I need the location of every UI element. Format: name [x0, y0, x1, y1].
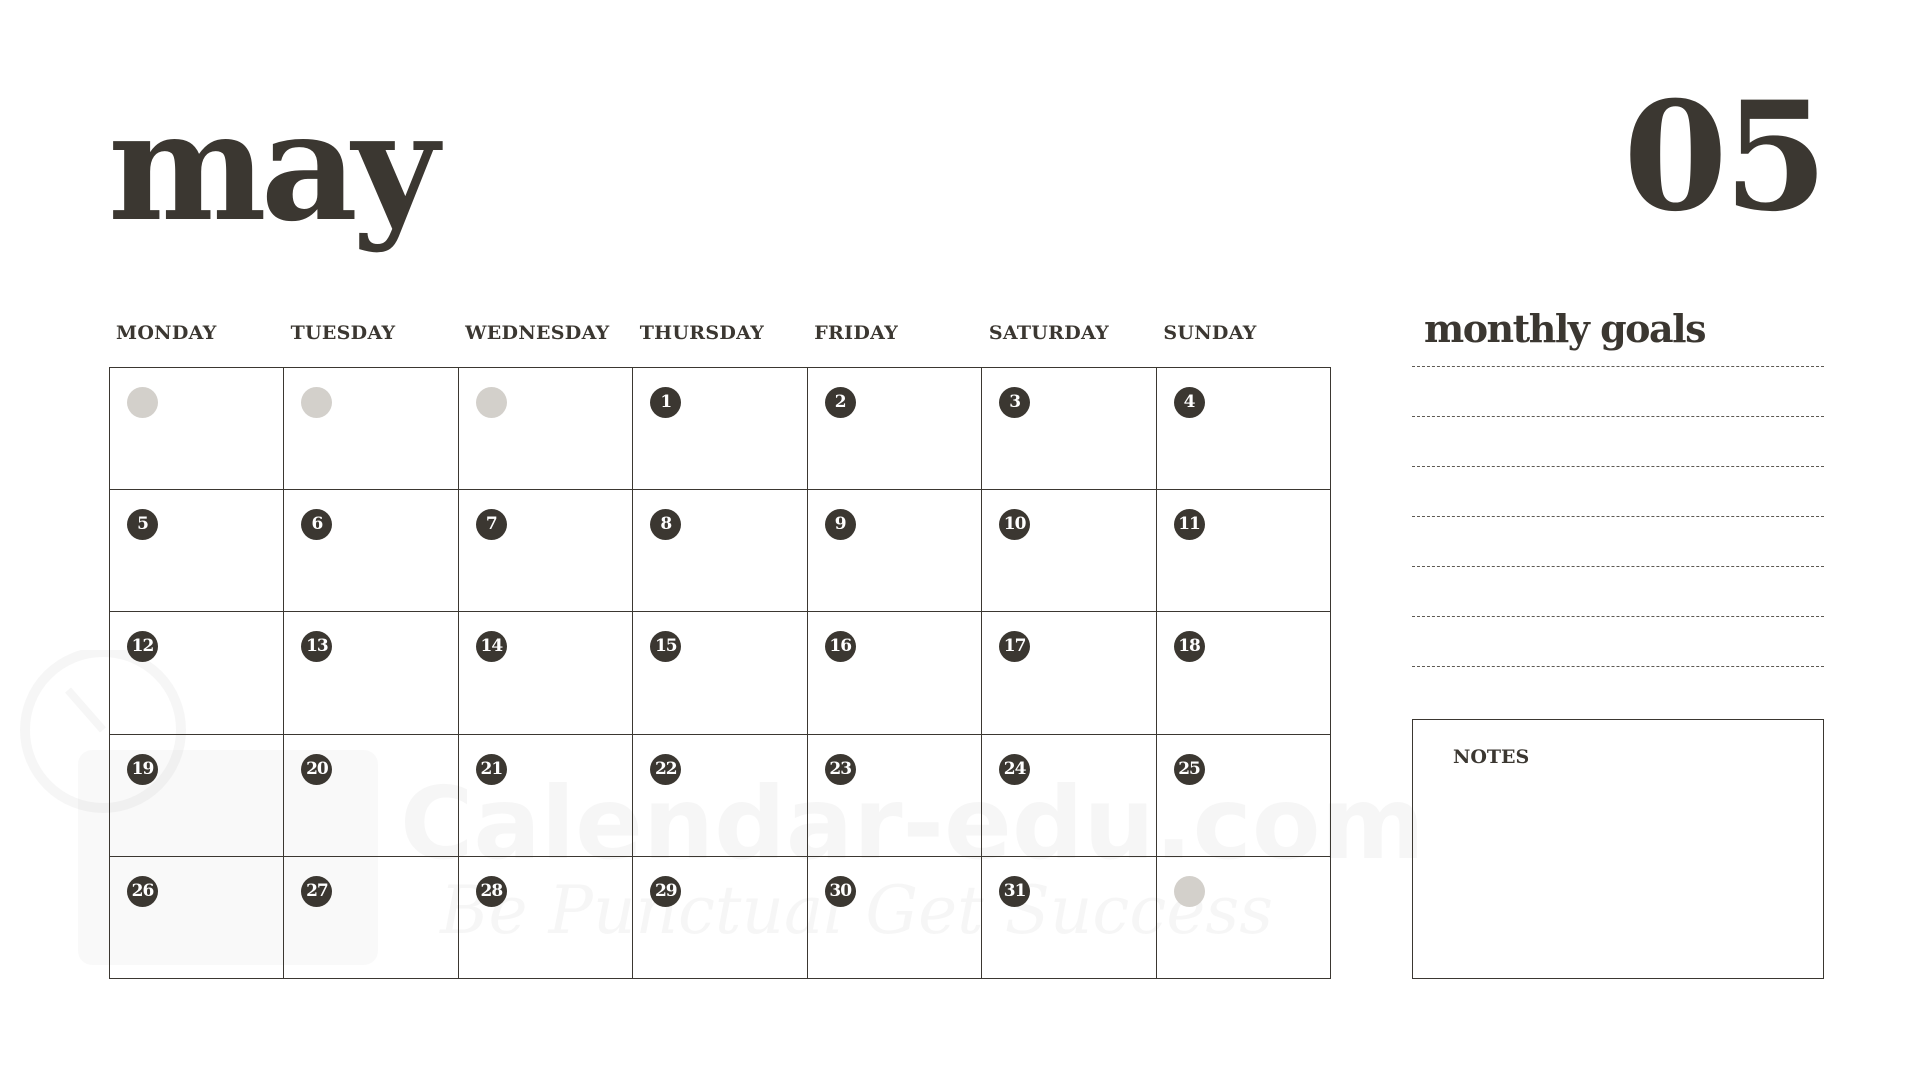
day-cell[interactable]: [459, 490, 633, 612]
day-number-badge: 7: [476, 509, 507, 540]
day-number-badge: 9: [825, 509, 856, 540]
day-number-badge: 29: [650, 876, 681, 907]
empty-day-badge: [301, 387, 332, 418]
weekday-header: FRIDAY: [814, 322, 899, 344]
day-number-badge: 11: [1174, 509, 1205, 540]
day-number-badge: 30: [825, 876, 856, 907]
goal-line[interactable]: [1412, 366, 1824, 416]
day-cell[interactable]: [284, 857, 458, 979]
day-number-badge: 8: [650, 509, 681, 540]
day-number-badge: 1: [650, 387, 681, 418]
day-number-badge: 25: [1174, 754, 1205, 785]
day-number-badge: 10: [999, 509, 1030, 540]
day-number-badge: 2: [825, 387, 856, 418]
notes-box[interactable]: [1412, 719, 1824, 979]
empty-day-cell[interactable]: [110, 368, 284, 490]
weekday-header: SUNDAY: [1163, 322, 1257, 344]
day-number-badge: 3: [999, 387, 1030, 418]
goal-line[interactable]: [1412, 666, 1824, 716]
day-cell[interactable]: [808, 735, 982, 857]
day-cell[interactable]: [982, 490, 1156, 612]
day-number-badge: 23: [825, 754, 856, 785]
day-cell[interactable]: [1157, 735, 1331, 857]
weekday-header: WEDNESDAY: [465, 322, 610, 344]
day-cell[interactable]: [808, 490, 982, 612]
day-number-badge: 31: [999, 876, 1030, 907]
day-number-badge: 21: [476, 754, 507, 785]
day-number-badge: 20: [301, 754, 332, 785]
monthly-goals-lines: [1412, 366, 1824, 716]
day-number-badge: 4: [1174, 387, 1205, 418]
day-cell[interactable]: [110, 735, 284, 857]
day-cell[interactable]: [284, 490, 458, 612]
day-number-badge: 26: [127, 876, 158, 907]
day-number-badge: 17: [999, 631, 1030, 662]
calendar-grid: [109, 367, 1331, 979]
weekday-header: SATURDAY: [988, 322, 1109, 344]
day-cell[interactable]: [1157, 612, 1331, 734]
day-cell[interactable]: [459, 735, 633, 857]
day-cell[interactable]: [1157, 368, 1331, 490]
day-cell[interactable]: [1157, 490, 1331, 612]
day-cell[interactable]: [284, 612, 458, 734]
day-number-badge: 19: [127, 754, 158, 785]
day-cell[interactable]: [808, 368, 982, 490]
day-cell[interactable]: [808, 612, 982, 734]
day-number-badge: 22: [650, 754, 681, 785]
goal-line[interactable]: [1412, 466, 1824, 516]
day-number-badge: 18: [1174, 631, 1205, 662]
day-number-badge: 15: [650, 631, 681, 662]
goal-line[interactable]: [1412, 566, 1824, 616]
empty-day-cell[interactable]: [1157, 857, 1331, 979]
empty-day-cell[interactable]: [284, 368, 458, 490]
month-name: may: [108, 79, 434, 255]
day-cell[interactable]: [459, 857, 633, 979]
day-cell[interactable]: [110, 857, 284, 979]
empty-day-badge: [1174, 876, 1205, 907]
day-cell[interactable]: [808, 857, 982, 979]
weekday-header-row: [109, 322, 1331, 352]
day-cell[interactable]: [982, 368, 1156, 490]
monthly-goals-title: monthly goals: [1424, 306, 1705, 351]
weekday-header: MONDAY: [116, 322, 217, 344]
weekday-header: THURSDAY: [639, 322, 765, 344]
month-number: 05: [1623, 69, 1824, 245]
day-cell[interactable]: [982, 735, 1156, 857]
day-number-badge: 6: [301, 509, 332, 540]
day-number-badge: 12: [127, 631, 158, 662]
weekday-header: TUESDAY: [290, 322, 396, 344]
day-cell[interactable]: [110, 612, 284, 734]
day-cell[interactable]: [633, 612, 807, 734]
day-cell[interactable]: [982, 612, 1156, 734]
day-number-badge: 13: [301, 631, 332, 662]
day-cell[interactable]: [633, 857, 807, 979]
day-number-badge: 16: [825, 631, 856, 662]
day-cell[interactable]: [284, 735, 458, 857]
day-cell[interactable]: [633, 368, 807, 490]
day-cell[interactable]: [110, 490, 284, 612]
day-cell[interactable]: [633, 735, 807, 857]
day-number-badge: 5: [127, 509, 158, 540]
day-number-badge: 27: [301, 876, 332, 907]
goal-line[interactable]: [1412, 416, 1824, 466]
goal-line[interactable]: [1412, 516, 1824, 566]
day-cell[interactable]: [459, 612, 633, 734]
day-number-badge: 24: [999, 754, 1030, 785]
empty-day-cell[interactable]: [459, 368, 633, 490]
empty-day-badge: [127, 387, 158, 418]
day-number-badge: 14: [476, 631, 507, 662]
day-cell[interactable]: [633, 490, 807, 612]
day-number-badge: 28: [476, 876, 507, 907]
goal-line[interactable]: [1412, 616, 1824, 666]
day-cell[interactable]: [982, 857, 1156, 979]
notes-label: NOTES: [1453, 746, 1530, 768]
empty-day-badge: [476, 387, 507, 418]
